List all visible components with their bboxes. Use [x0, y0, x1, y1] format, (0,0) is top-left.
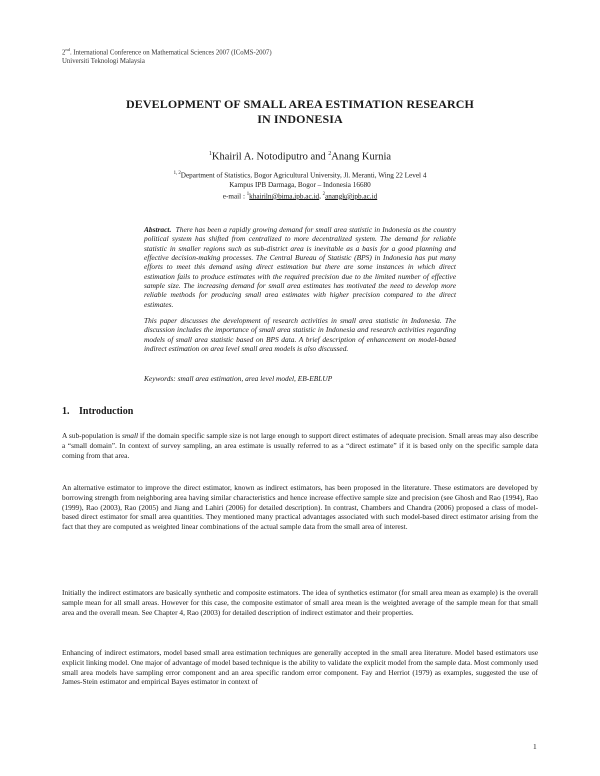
author-1: Khairil A. Notodiputro and [211, 151, 329, 163]
author-list: $^1$Khairil A. Notodiputro and $^2$Anang Kurnia [208, 151, 392, 163]
affiliation-line-1: $^{1, 2}$Department of Statistics, Bogor Agricultural University, Jl. Meranti, Wing 22 Level 4 [173, 171, 427, 180]
email-line: e-mail : $^1$khairiln@bima.ipb.ac.id, $^2$anangk@ipb.ac.id [222, 191, 378, 201]
abstract-paragraph-1: Abstract. There has been a rapidly growing demand for small area statistic in Indonesia as the country political system has shifted from centralized to more decentralized system. The demand for reliable statistic in smaller regions such as sub-district area is inevitable as a basis for a good planning and effective decision-making processes. The Central Bureau of Statistic (BPS) in Indonesia has put many efforts to meet this demand using direct estimation but there are some instances in which direct estimation fails to produce estimates with the required precision due to the limited number of effective sample size. The increasing demand for small area estimates has motivated the need to develop more reliable methods for producing small area estimates with higher precision compared to the direct estimates. [144, 225, 456, 309]
author-2: Anang Kurnia [331, 151, 392, 163]
section-title: Introduction [79, 406, 134, 417]
body-paragraph-2: An alternative estimator to improve the direct estimator, known as indirect estimators, has been proposed in the literature. These estimators are developed by borrowing strength from neighboring area having similar characteristics and hence increase effective sample size and precision (see Ghosh and Rao (1994), Rao (1999), Rao (2003), Rao (2005) and Jiang and Lahiri (2006) for detailed description). In contrast, Chambers and Chandra (2006) proposed a class of model-based direct estimator for small area quantities. They mentioned many practical advantages associated with such model-based direct estimator arising from the fact that they are computed as weighted linear combinations of the actual sample data from the small area of interest. [62, 483, 538, 531]
paper-title [60, 97, 540, 126]
email-link-1[interactable]: khairiln@bima.ipb.ac.id [249, 192, 320, 201]
title-line-2: IN INDONESIA [257, 111, 343, 126]
abstract-label: Abstract. [144, 225, 172, 234]
conference-line: 2nd. International Conference on Mathematical Sciences 2007 (ICoMS-2007) [62, 47, 272, 57]
section-number: 1. [62, 406, 70, 417]
conference-header [62, 46, 272, 66]
abstract-paragraph-2: This paper discusses the development of research activities in small area statistic in Indonesia. The discussion includes the importance of small area statistic in Indonesia and research activities regarding models of small area statistic based on BPS data. A brief description of enhancement on model-based indirect estimation on area level small area models is also discussed. [144, 316, 456, 354]
university-line: Universiti Teknologi Malaysia [62, 57, 145, 65]
keywords: Keywords: small area estimation, area level model, EB-EBLUP [144, 374, 333, 383]
affiliation-line-2: Kampus IPB Darmaga, Bogor – Indonesia 16680 [229, 180, 371, 189]
body-paragraph-4: Enhancing of indirect estimators, model based small area estimation techniques are generally accepted in the small area literature. Model based estimators use explicit linking model. One major of advantage of model based technique is the ability to validate the explicit model from the sample data. Most commonly used small area models have sampling error component and an area specific random error component. Fay and Herriot (1979) as examples, suggested the use of James-Stein estimator and empirical Bayes estimator in context of [62, 648, 538, 687]
body-paragraph-3: Initially the indirect estimators are basically synthetic and composite estimators. The idea of synthetics estimator (for small area mean as example) is the overall sample mean for all small areas. However for this case, the composite estimator of small area mean is the weighted average of the sample mean for that small area and the overall mean. See Chapter 4, Rao (2003) for detailed description of indirect estimator and their properties. [62, 588, 538, 617]
page-number: 1 [533, 742, 537, 751]
body-paragraph-1: A sub-population is small if the domain specific sample size is not large enough to support direct estimates of adequate precision. Small areas may also describe a “small domain”. In context of survey sampling, an area estimate is usually referred to as a “direct estimate” if it is based only on the specific sample data coming from that area. [62, 431, 539, 460]
affiliation [60, 169, 540, 201]
section-heading [62, 406, 133, 417]
email-link-2[interactable]: anangk@ipb.ac.id [325, 192, 378, 201]
abstract [144, 225, 456, 360]
title-line-1: DEVELOPMENT OF SMALL AREA ESTIMATION RESEARCH [125, 97, 474, 111]
